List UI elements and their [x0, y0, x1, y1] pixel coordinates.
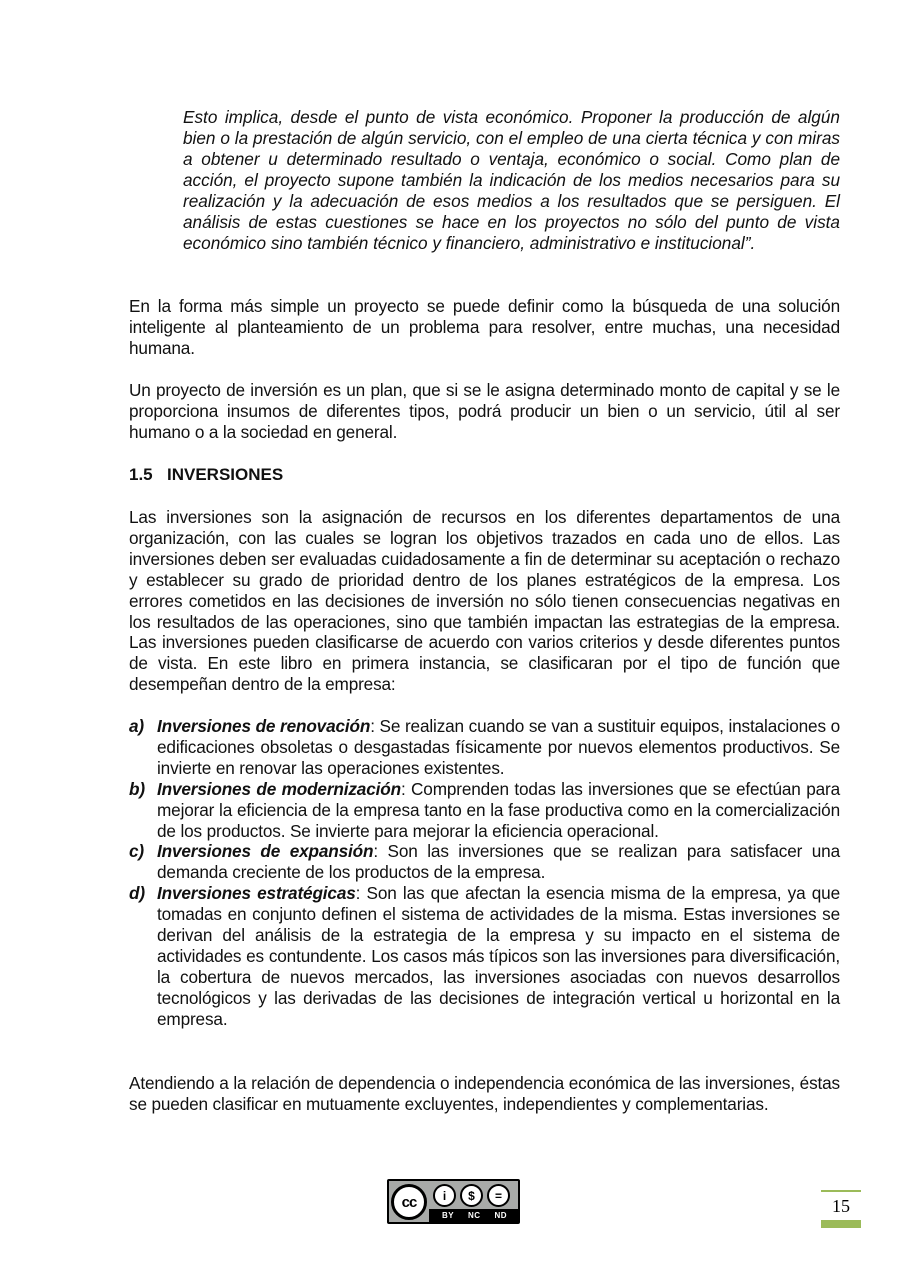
- by-icon: i: [433, 1184, 456, 1207]
- list-term: Inversiones de renovación: [157, 716, 371, 736]
- list-term: Inversiones estratégicas: [157, 883, 356, 904]
- list-term: Inversiones de modernización: [157, 778, 401, 799]
- paragraph-dependency-classification: Atendiendo a la relación de dependencia o independencia económica de las inversiones, éstas se pueden clasificar en mutuamente excluyentes, independientes y complementarias.: [129, 1073, 840, 1114]
- list-marker: c): [129, 841, 144, 862]
- list-marker: a): [129, 716, 144, 736]
- list-marker: b): [129, 778, 145, 799]
- nd-icon: =: [487, 1184, 510, 1207]
- cc-icon: cc: [391, 1184, 427, 1220]
- list-term: Inversiones de expansión: [157, 841, 374, 862]
- list-description: : Comprenden todas las inversiones que se efectúan para mejorar la eficiencia de la empresa tanto en la fase productiva como en la comercialización de los productos. Se invierte para mejorar la eficiencia operacional.: [157, 778, 840, 841]
- investment-types-list: [129, 716, 840, 1030]
- list-marker: d): [129, 883, 145, 904]
- page-number: 15: [832, 1196, 850, 1216]
- page-number-bottom-bar: [821, 1220, 861, 1228]
- list-description: : Son las que afectan la esencia misma de la empresa, ya que tomadas en conjunto definen el sistema de actividades de la misma. Estas inversiones se derivan del análisis de la estrategia de la empresa y su impacto en el sistema de actividades es contundente. Los casos más típicos son las inversiones para diversificación, la cobertura de nuevos mercados, las inversiones asociadas con nuevos desarrollos tecnológicos y las derivadas de las decisiones de integración vertical u horizontal en la empresa.: [157, 883, 840, 1029]
- nc-icon: $: [460, 1184, 483, 1207]
- page-number-block: [821, 1190, 861, 1230]
- list-item: [129, 883, 840, 1029]
- section-heading: [129, 464, 283, 485]
- paragraph-investments-intro: Las inversiones son la asignación de recursos en los diferentes departamentos de una organización, con las cuales se logran los objetivos trazados en cada uno de ellos. Las inversiones deben ser evaluadas cuidadosamente a fin de determinar su aceptación o rechazo y establecer su grado de prioridad dentro de los planes estratégicos de la empresa. Los errores cometidos en las decisiones de inversión no sólo tienen consecuencias negativas en los resultados de las operaciones, sino que también impactan las estrategias de la empresa. Las inversiones pueden clasificarse de acuerdo con varios criterios y desde diferentes puntos de vista. En este libro en primera instancia, se clasificaran por el tipo de función que desempeñan dentro de la empresa:: [129, 507, 840, 695]
- creative-commons-license-badge: [387, 1179, 520, 1224]
- license-label-by: BY: [441, 1211, 455, 1220]
- list-item: [129, 716, 840, 779]
- license-label-nd: ND: [494, 1211, 508, 1220]
- list-item: [129, 779, 840, 842]
- license-labels: [435, 1209, 514, 1222]
- list-item: [129, 841, 840, 883]
- list-description: : Son las inversiones que se realizan para satisfacer una demanda creciente de los productos de la empresa.: [157, 841, 840, 883]
- list-description: : Se realizan cuando se van a sustituir equipos, instalaciones o edificaciones obsoletas o desgastadas físicamente por nuevos elementos productivos. Se invierte en renovar las operaciones existentes.: [157, 716, 840, 778]
- section-number: 1.5: [129, 465, 153, 484]
- section-title: INVERSIONES: [167, 465, 284, 484]
- page-number-top-rule: [821, 1190, 861, 1192]
- license-label-nc: NC: [467, 1211, 481, 1220]
- paragraph-investment-project: Un proyecto de inversión es un plan, que si se le asigna determinado monto de capital y se le proporciona insumos de diferentes tipos, podrá producir un bien o un servicio, útil al ser humano o a la sociedad en general.: [129, 380, 840, 442]
- block-quote: Esto implica, desde el punto de vista económico. Proponer la producción de algún bien o la prestación de algún servicio, con el empleo de una cierta técnica y con miras a obtener u determinado resultado o ventaja, económico o social. Como plan de acción, el proyecto supone también la indicación de los medios necesarios para su realización y la adecuación de esos medios a los resultados que se persiguen. El análisis de estas cuestiones se hace en los proyectos no sólo del punto de vista económico sino también técnico y financiero, administrativo e institucional”.: [183, 107, 840, 253]
- paragraph-project-definition: En la forma más simple un proyecto se puede definir como la búsqueda de una solución inteligente al planteamiento de un problema para resolver, entre muchas, una necesidad humana.: [129, 296, 840, 358]
